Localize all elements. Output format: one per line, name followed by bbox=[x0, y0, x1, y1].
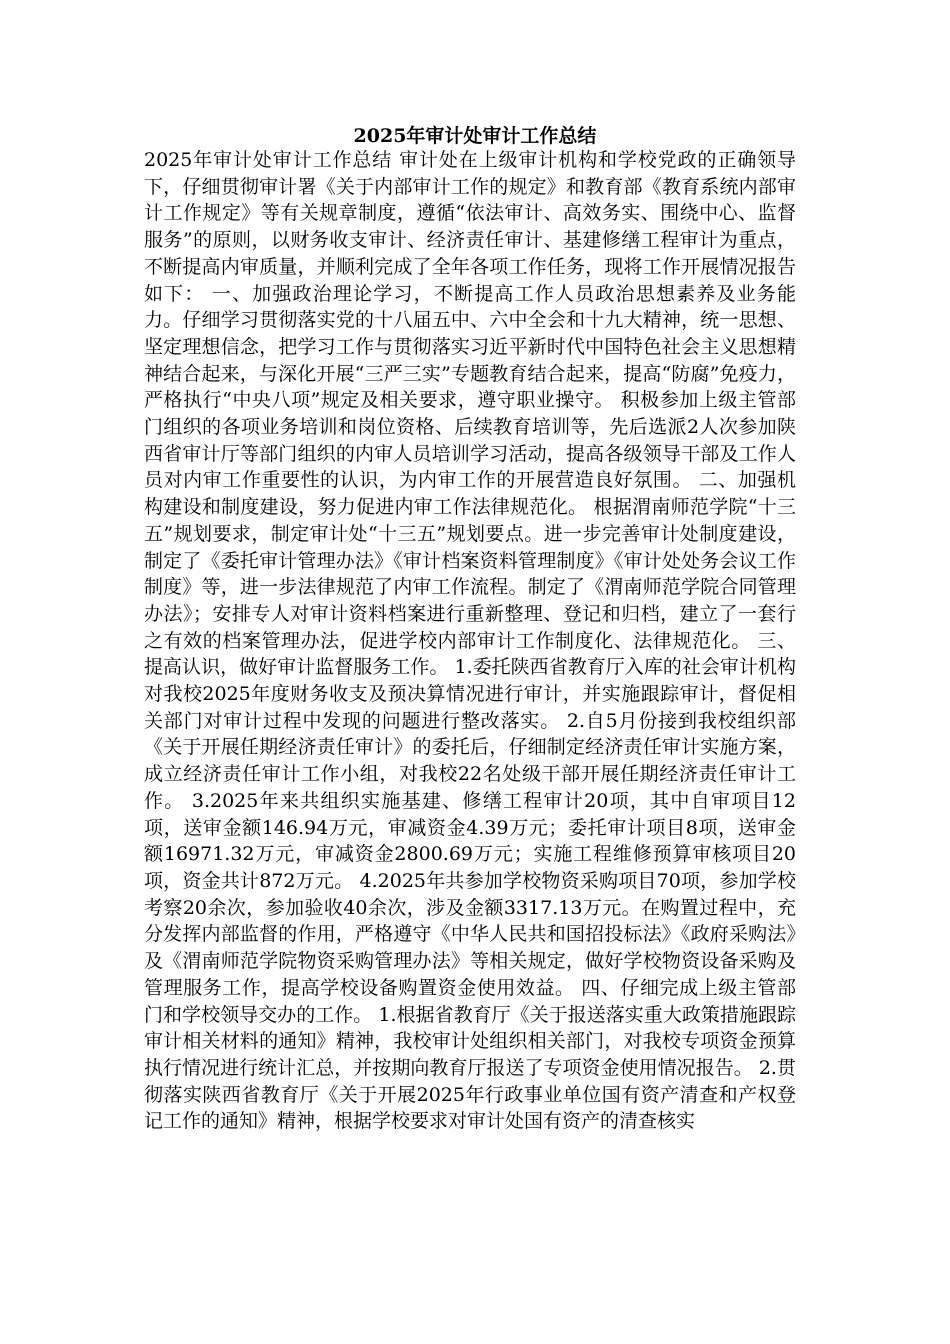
document-title: 2025年审计处审计工作总结 bbox=[353, 125, 597, 147]
document-body: 2025年审计处审计工作总结 审计处在上级审计机构和学校党政的正确领导下，仔细贯彻审计署《关于内部审计工作的规定》和教育部《教育系统内部审计工作规定》等有关规章制度，遵循“依法审计、高效务实、围绕中心、监督服务”的原则，以财务收支审计、经济责任审计、基建修缮工程审计为重点，不断提高内审质量，并顺利完成了全年各项工作任务，现将工作开展情况报告如下： 一、加强政治理论学习，不断提高工作人员政治思想素养及业务能力。仔细学习贯彻落实党的十八届五中、六中全会和十九大精神，统一思想、坚定理想信念，把学习工作与贯彻落实习近平新时代中国特色社会主义思想精神结合起来，与深化开展“三严三实”专题教育结合起来，提高“防腐”免疫力，严格执行“中央八项”规定及相关要求，遵守职业操守。 积极参加上级主管部门组织的各项业务培训和岗位资格、后续教育培训等，先后选派2人次参加陕西省审计厅等部门组织的内审人员培训学习活动，提高各级领导干部及工作人员对内审工作重要性的认识，为内审工作的开展营造良好氛围。 二、加强机构建设和制度建设，努力促进内审工作法律规范化。 根据渭南师范学院“十三五”规划要求，制定审计处“十三五”规划要点。进一步完善审计处制度建设，制定了《委托审计管理办法》《审计档案资料管理制度》《审计处处务会议工作制度》等，进一步法律规范了内审工作流程。制定了《渭南师范学院合同管理办法》；安排专人对审计资料档案进行重新整理、登记和归档，建立了一套行之有效的档案管理办法，促进学校内部审计工作制度化、法律规范化。 三、提高认识，做好审计监督服务工作。 1.委托陕西省教育厅入库的社会审计机构对我校2025年度财务收支及预决算情况进行审计，并实施跟踪审计，督促相关部门对审计过程中发现的问题进行整改落实。 2.自5月份接到我校组织部《关于开展任期经济责任审计》的委托后，仔细制定经济责任审计实施方案，成立经济责任审计工作小组，对我校22名处级干部开展任期经济责任审计工作。 3.2025年来共组织实施基建、修缮工程审计20项，其中自审项目12项，送审金额146.94万元，审减资金4.39万元；委托审计项目8项，送审金额16971.32万元，审减资金2800.69万元；实施工程维修预算审核项目20项，资金共计872万元。 4.2025年共参加学校物资采购项目70项，参加学校考察20余次，参加验收40余次，涉及金额3317.13万元。在购置过程中，充分发挥内部监督的作用，严格遵守《中华人民共和国招投标法》《政府采购法》及《渭南师范学院物资采购管理办法》等相关规定，做好学校物资设备采购及管理服务工作，提高学校设备购置资金使用效益。 四、仔细完成上级主管部门和学校领导交办的工作。 1.根据省教育厅《关于报送落实重大政策措施跟踪审计相关材料的通知》精神，我校审计处组织相关部门，对我校专项资金预算执行情况进行统计汇总，并按期向教育厅报送了专项资金使用情况报告。 2.贯彻落实陕西省教育厅《关于开展2025年行政事业单位国有资产清查和产权登记工作的通知》精神，根据学校要求对审计处国有资产的清查核实 bbox=[144, 149, 796, 1133]
